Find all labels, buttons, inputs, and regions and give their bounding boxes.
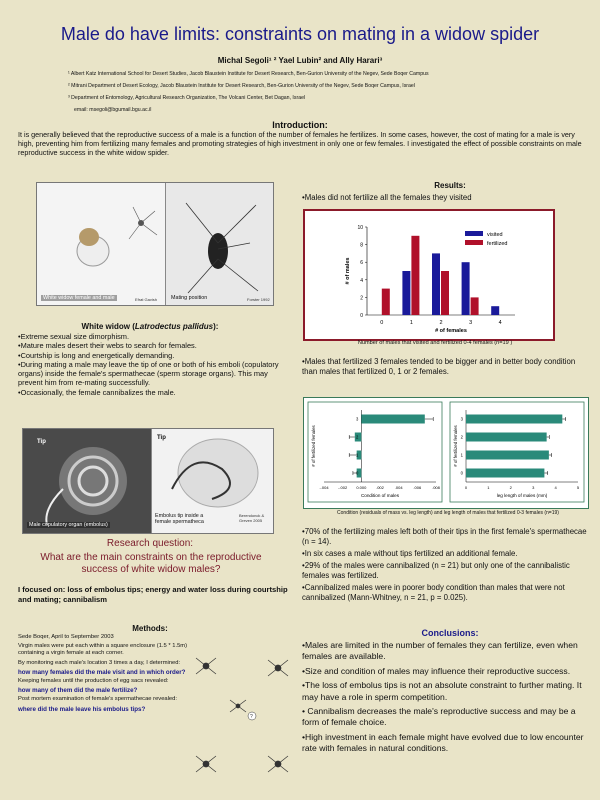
x-axis-label: leg length of males (mm) <box>496 493 548 498</box>
x-tick-label: 0 <box>380 320 384 326</box>
widow-bullet: •Courtship is long and energetically demanding. <box>18 350 175 360</box>
methods-line: By monitoring each male's location 3 times a day, I determined: <box>18 659 181 666</box>
affiliation-2: ² Mitrani Department of Desert Ecology, Jacob Blaustein Institute for Desert Research, Ben-Gurion University of the Negev, Sede Boqer Campus, Israel <box>68 83 415 89</box>
methods-text <box>18 634 192 715</box>
methods-question: how many females did the male visit and in which order? <box>18 668 186 676</box>
results-bullet: •29% of the males were cannibalized (n = 21) but only one of the cannibalistic females was fertilized. <box>302 561 570 580</box>
bar-fertilized <box>411 236 419 315</box>
x-tick-label: 2 <box>439 320 443 326</box>
widow-species: Latrodectus pallidus <box>134 322 214 331</box>
x-tick-label: -.002 <box>338 485 348 490</box>
x-axis-label: Condition of males <box>360 493 400 498</box>
conclusion-bullet: •Males are limited in the number of females they can fertilize, even when females are available. <box>302 640 578 662</box>
conclusion-bullet: •The loss of embolus tips is not an absolute constraint to further mating. It may have a role in sperm competition. <box>302 680 582 702</box>
bar <box>361 415 424 424</box>
embolus-photo <box>22 428 274 534</box>
results-bullet-2: •Males that fertilized 3 females tended to be bigger and in better body condition than males that fertilized 0, 1 or 2 females. <box>302 357 576 376</box>
white-widow-photo <box>37 183 165 305</box>
photo2-caption-left: Male copulatory organ (embolus) <box>29 522 108 528</box>
x-tick-label: 0 <box>464 485 468 490</box>
bar-visited <box>432 253 440 315</box>
x-tick-label: 3 <box>532 485 535 490</box>
bar-visited <box>402 271 410 315</box>
svg-text:?: ? <box>250 714 253 720</box>
y-tick-label: 4 <box>360 277 363 284</box>
x-tick-label: 4 <box>498 320 502 326</box>
question-focus: I focused on: loss of embolus tips; energy and water loss during courtship and mating; cannibalism <box>18 585 288 604</box>
conclusion-bullet: •High investment in each female might have evolved due to low encounter rate with females in natural conditions. <box>302 731 584 754</box>
photo1-credit-right: Forster 1992 <box>247 297 270 302</box>
chart-condition-leglength <box>303 397 589 509</box>
question-text: What are the main constraints on the reproductive success of white widow males? <box>40 552 262 575</box>
widow-heading <box>0 322 300 331</box>
x-tick-label: .002 <box>376 485 384 490</box>
y-tick-label: 1 <box>355 452 359 458</box>
authors: Michal Segoli¹ ² Yael Lubin² and Ally Harari³ <box>217 56 383 65</box>
x-tick-label: 3 <box>469 320 473 326</box>
chart23-caption: Condition (residuals of mass vs. leg length) and leg length of males that fertilized 0-3 females (n=19) <box>337 510 559 516</box>
spider-photo <box>36 182 274 306</box>
conclusion-bullet: •Size and condition of males may influence their reproductive success. <box>302 665 571 676</box>
y-tick-label: 0 <box>355 470 359 476</box>
widow-heading-post: ): <box>213 322 219 331</box>
mating-illustration <box>166 183 274 305</box>
x-axis-label: # of females <box>435 328 467 334</box>
widow-heading-pre: White widow ( <box>81 322 135 331</box>
bar-visited <box>462 262 470 315</box>
chart-visited-fertilized <box>303 209 555 341</box>
poster-title: Male do have limits: constraints on mating in a widow spider <box>60 24 540 44</box>
conclusion-bullet: • Cannibalism decreases the male's reproductive success and may be a form of female choice. <box>302 706 576 728</box>
results-bullet-1: •Males did not fertilize all the females they visited <box>302 193 472 202</box>
widow-bullet: •Extreme sexual size dimorphism. <box>18 332 130 341</box>
y-tick-label: 0 <box>460 470 463 476</box>
bar-fertilized <box>471 297 479 315</box>
results-heading: Results: <box>434 181 466 190</box>
x-tick-label: .006 <box>413 485 422 490</box>
x-tick-label: 1 <box>487 485 490 490</box>
methods-line: Keeping females until the production of egg sacs revealed: <box>18 678 169 685</box>
widow-bullet: •Occasionally, the female cannibalizes the male. <box>18 387 176 397</box>
tip-label-left: Tip <box>37 439 46 445</box>
y-axis-label: # of fertilized females <box>311 425 316 467</box>
methods-line: Post mortem examination of female's spermathecae revealed: <box>18 696 177 703</box>
white-widow-illustration <box>37 183 165 305</box>
photo1-caption-left: White widow female and male <box>43 295 115 301</box>
legend-swatch-visited <box>465 231 483 236</box>
y-tick-label: 2 <box>360 295 363 302</box>
y-axis-label: # of fertilized females <box>453 425 458 467</box>
y-tick-label: 8 <box>360 242 363 249</box>
widow-bullet: •Mature males desert their webs to search for females. <box>18 341 197 351</box>
y-tick-label: 0 <box>360 313 363 319</box>
bar <box>466 415 562 424</box>
chart-panel-1 <box>308 402 442 502</box>
question-heading: Research question: <box>106 538 194 549</box>
chart1-caption: Number of males that visited and fertilized 0-4 females (n=19 ) <box>357 340 513 346</box>
x-tick-label: 0.000 <box>356 485 367 490</box>
y-tick-label: 2 <box>355 434 359 440</box>
bar <box>466 433 547 442</box>
x-tick-label: -.004 <box>319 485 329 490</box>
methods-question: where did the male leave his embolus tips? <box>18 705 146 713</box>
y-tick-label: 2 <box>460 434 463 440</box>
bar-fertilized <box>382 289 390 315</box>
y-tick-label: 6 <box>360 260 363 267</box>
y-tick-label: 1 <box>460 452 463 458</box>
legend-label-fertilized: fertilized <box>487 241 508 247</box>
widow-bullets <box>18 332 292 397</box>
intro-heading: Introduction: <box>272 120 328 130</box>
tip-label-right: Tip <box>157 435 166 441</box>
methods-question: how many of them did the male fertilize? <box>18 687 138 695</box>
widow-bullet: •During mating a male may leave the tip of one or both of his emboli (copulatory organs) inside the female's spermathecae (sperm storage organs). This may prevent him from re-mating successfully. <box>18 359 279 388</box>
affiliation-3: ³ Department of Entomology, Agricultural Research Organization, The Volcani Center, Bet Dagan, Israel <box>68 95 306 101</box>
y-tick-label: 3 <box>355 416 359 422</box>
bar <box>466 451 549 460</box>
email: email: msegoli@bgumail.bgu.ac.il <box>74 107 152 113</box>
x-tick-label: .004 <box>394 485 403 490</box>
x-tick-label: 5 <box>576 485 580 490</box>
methods-heading: Methods: <box>132 624 168 633</box>
mating-position-drawing <box>165 183 274 305</box>
results-bullet: •Cannibalized males were in poorer body condition than males that were not cannibalized (Mann-Whitney, n = 21, p = 0.025). <box>302 583 565 602</box>
photo2-credit-right: Berendonck & Greven 2005 <box>239 513 265 523</box>
x-tick-label: 4 <box>554 485 557 490</box>
photo1-credit-left: Efrat Gavish <box>135 297 158 302</box>
chart23-svg <box>304 398 588 508</box>
y-tick-label: 10 <box>357 225 363 231</box>
enclosure-illustration <box>192 652 292 782</box>
enclosure-diagram <box>192 652 292 782</box>
y-tick-label: 3 <box>460 416 463 422</box>
legend-swatch-fertilized <box>465 240 483 245</box>
chart1-svg <box>305 211 553 339</box>
results-bullet: •70% of the fertilizing males left both of their tips in the first female's spermathecae (n = 14). <box>302 527 587 546</box>
conclusions-heading: Conclusions: <box>421 628 479 638</box>
affiliation-1: ¹ Albert Katz International School for Desert Studies, Jacob Blaustein Institute for Desert Research, Ben-Gurion University of the Negev, Sede Boqer Campus <box>68 71 429 77</box>
methods-line: Virgin males were put each within a square enclosure (1.5 * 1.5m) containing a virgin female at each corner. <box>18 643 188 657</box>
intro-text: It is generally believed that the reproductive success of a male is a function of the number of females he fertilizes. In some cases, however, the cost of mating for a male is very high, preventing him from fertilizing many females and promoting strategies of high investment in only one or few females. I investigated the effect of possible constraints on male reproductive success in the white widow spider. <box>18 130 582 157</box>
photo2-caption-right: Embolus tip inside a female spermatheca <box>155 513 204 526</box>
methods-line: Sede Boqer, April to September 2003 <box>18 634 114 640</box>
x-tick-label: .008 <box>432 485 440 490</box>
conclusions-bullets <box>302 640 592 758</box>
photo1-caption-right: Mating position <box>171 295 208 301</box>
y-axis-label: # of males <box>345 257 351 285</box>
x-tick-label: 1 <box>409 320 413 326</box>
results-bullets <box>302 527 592 605</box>
results-bullet: •In six cases a male without tips fertilized an additional female. <box>302 549 518 558</box>
bar <box>466 469 544 478</box>
bar-visited <box>491 306 499 315</box>
x-tick-label: 2 <box>509 485 512 490</box>
bar-fertilized <box>441 271 449 315</box>
legend-label-visited: visited <box>487 232 503 238</box>
chart-panel-2 <box>450 402 584 502</box>
